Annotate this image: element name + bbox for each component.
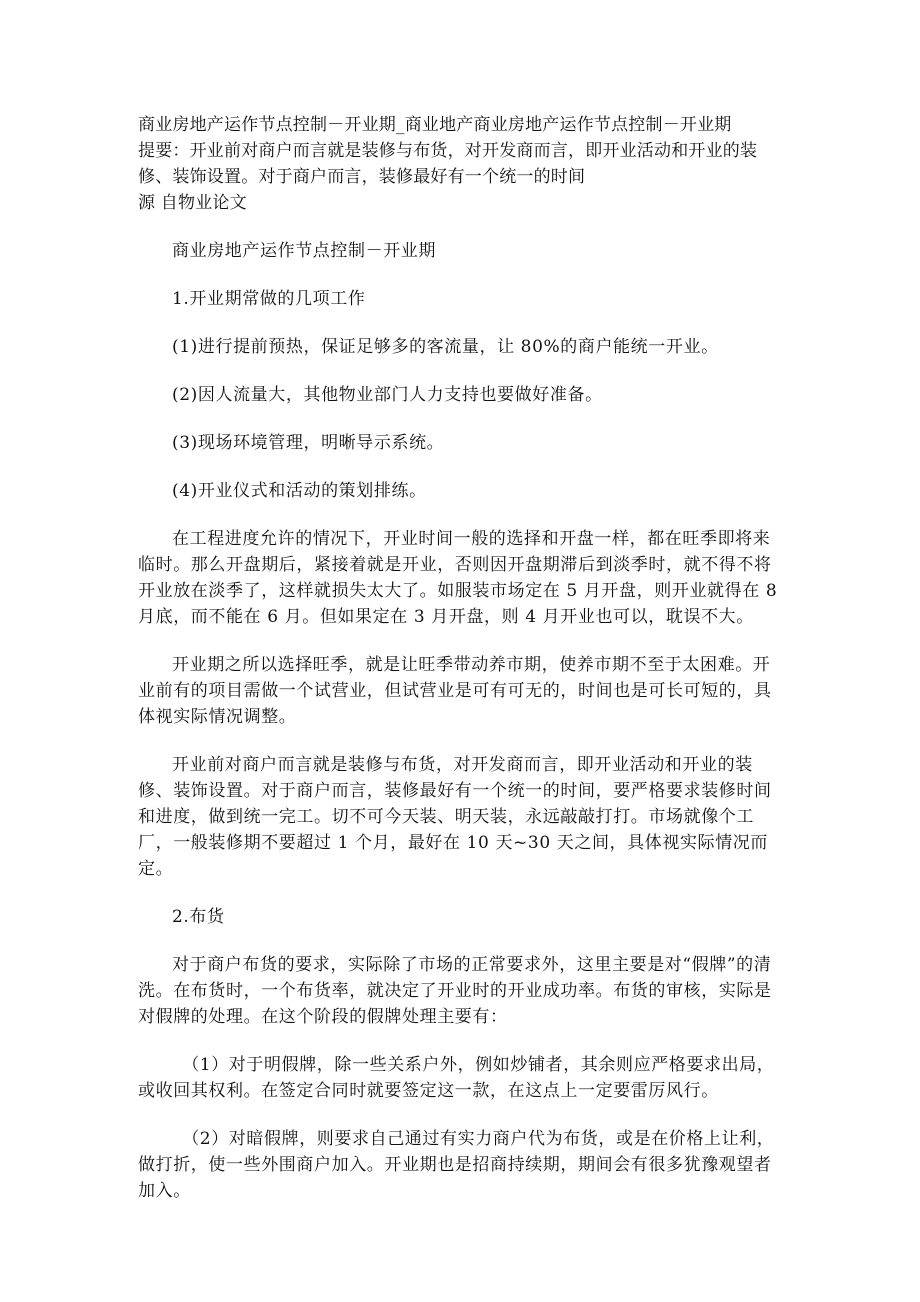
section-heading-1: 1.开业期常做的几项工作 bbox=[172, 289, 366, 309]
paragraph: 开业期之所以选择旺季，就是让旺季带动养市期，使养市期不至于太困难。开业前有的项目需做一个试营业，但试营业是可有可无的，时间也是可长可短的，具体视实际情况调整。 bbox=[138, 655, 772, 727]
paragraph: 对于商户布货的要求，实际除了市场的正常要求外，这里主要是对“假牌”的清洗。在布货时，一个布货率，就决定了开业时的开业成功率。布货的审核，实际是对假牌的处理。在这个阶段的假牌处理主要有： bbox=[138, 955, 772, 1027]
document-page bbox=[138, 112, 784, 1226]
paragraph: 开业前对商户而言就是装修与布货，对开发商而言，即开业活动和开业的装修、装饰设置。对于商户而言，装修最好有一个统一的时间，要严格要求装修时间和进度，做到统一完工。切不可今天装、明天装，永远敲敲打打。市场就像个工厂，一般装修期不要超过 1 个月，最好在 10 天~30 天之间，具体视实际情况而定。 bbox=[138, 755, 772, 879]
header-source: 源 自物业论文 bbox=[138, 193, 247, 213]
section-heading-2: 2.布货 bbox=[172, 907, 225, 927]
header-summary: 提要：开业前对商户而言就是装修与布货，对开发商而言，即开业活动和开业的装修、装饰设置。对于商户而言，装修最好有一个统一的时间 bbox=[138, 141, 758, 187]
list-item: (1)进行提前预热，保证足够多的客流量，让 80%的商户能统一开业。 bbox=[172, 337, 719, 357]
document-body bbox=[138, 238, 784, 1204]
list-item: (3)现场环境管理，明晰导示系统。 bbox=[172, 433, 445, 453]
paragraph: （1）对于明假牌，除一些关系户外，例如炒铺者，其余则应严格要求出局，或收回其权利。在签定合同时就要签定这一款，在这点上一定要雷厉风行。 bbox=[138, 1055, 775, 1101]
document-title: 商业房地产运作节点控制－开业期 bbox=[172, 241, 436, 261]
header-title-line: 商业房地产运作节点控制－开业期_商业地产商业房地产运作节点控制－开业期 bbox=[138, 115, 732, 135]
document-header bbox=[138, 112, 784, 216]
paragraph: 在工程进度允许的情况下，开业时间一般的选择和开盘一样，都在旺季即将来临时。那么开盘期后，紧接着就是开业，否则因开盘期滞后到淡季时，就不得不将开业放在淡季了，这样就损失太大了。如服装市场定在 5 月开盘，则开业就得在 8 月底，而不能在 6 月。但如果定在 3 月开盘，则 4 月开业也可以，耽误不大。 bbox=[138, 529, 778, 627]
paragraph: （2）对暗假牌，则要求自己通过有实力商户代为布货，或是在价格上让利，做打折，使一些外围商户加入。开业期也是招商持续期，期间会有很多犹豫观望者加入。 bbox=[138, 1129, 775, 1201]
list-item: (4)开业仪式和活动的策划排练。 bbox=[172, 481, 427, 501]
list-item: (2)因人流量大，其他物业部门人力支持也要做好准备。 bbox=[172, 385, 603, 405]
